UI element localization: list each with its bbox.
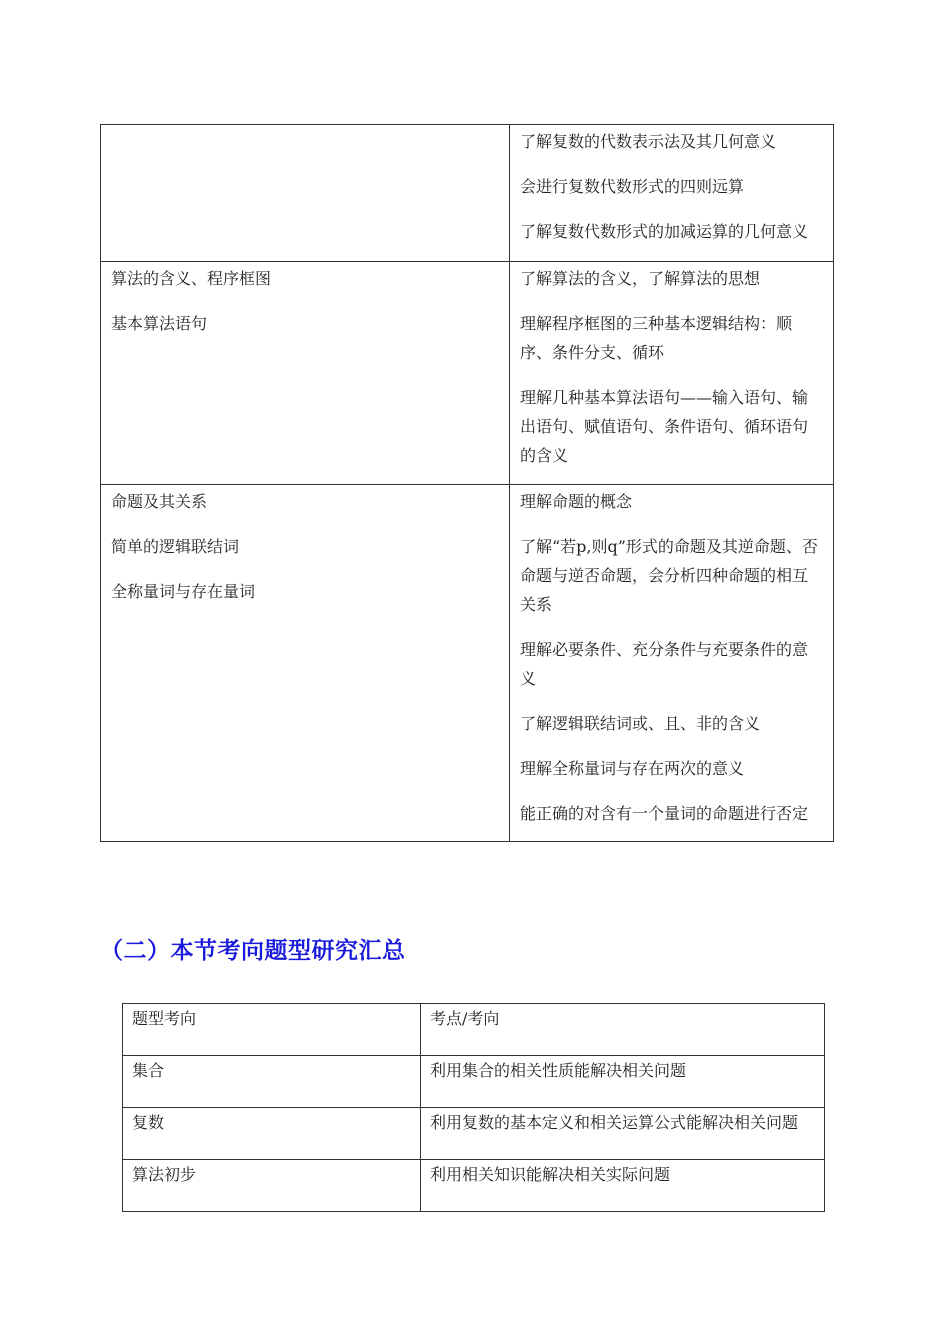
column-header-type: 题型考向 <box>123 1004 421 1056</box>
table-cell-point: 利用集合的相关性质能解决相关问题 <box>421 1056 825 1108</box>
topic-item: 全称量词与存在量词 <box>111 582 256 601</box>
topic-item: 基本算法语句 <box>111 314 208 333</box>
table-row <box>123 1160 825 1212</box>
requirement-item: 理解几种基本算法语句——输入语句、输出语句、赋值语句、条件语句、循环语句的含义 <box>520 388 809 465</box>
table-cell-requirement <box>510 485 834 842</box>
table-row <box>101 262 834 485</box>
requirement-item: 了解复数代数形式的加减运算的几何意义 <box>520 222 809 241</box>
requirement-item: 理解必要条件、充分条件与充要条件的意义 <box>520 640 809 688</box>
section-title: （二）本节考向题型研究汇总 <box>100 938 406 964</box>
column-header-point: 考点/考向 <box>421 1004 825 1056</box>
requirement-item: 了解算法的含义，了解算法的思想 <box>520 269 761 288</box>
table-cell-type: 集合 <box>123 1056 421 1108</box>
topic-item: 命题及其关系 <box>111 492 208 511</box>
requirement-item: 理解程序框图的三种基本逻辑结构：顺序、条件分支、循环 <box>520 314 793 362</box>
table-cell-point: 利用相关知识能解决相关实际问题 <box>421 1160 825 1212</box>
requirement-item: 了解复数的代数表示法及其几何意义 <box>520 132 777 151</box>
table-cell-topic <box>101 262 510 485</box>
question-types-table <box>122 1003 825 1212</box>
table-cell-point: 利用复数的基本定义和相关运算公式能解决相关问题 <box>421 1108 825 1160</box>
table-cell-type: 算法初步 <box>123 1160 421 1212</box>
requirement-item: 会进行复数代数形式的四则远算 <box>520 177 745 196</box>
requirement-item: 了解逻辑联结词或、且、非的含义 <box>520 714 761 733</box>
table-cell-topic <box>101 485 510 842</box>
topic-item: 简单的逻辑联结词 <box>111 537 240 556</box>
table-row <box>123 1108 825 1160</box>
table-cell-type: 复数 <box>123 1108 421 1160</box>
table-cell-topic <box>101 125 510 262</box>
requirement-item: 理解命题的概念 <box>520 492 633 511</box>
table-header-row <box>123 1004 825 1056</box>
requirement-item: 能正确的对含有一个量词的命题进行否定 <box>520 804 809 823</box>
table-cell-requirement <box>510 262 834 485</box>
table-cell-requirement <box>510 125 834 262</box>
requirement-item: 理解全称量词与存在两次的意义 <box>520 759 745 778</box>
requirement-item: 了解“若p,则q”形式的命题及其逆命题、否命题与逆否命题，会分析四种命题的相互关系 <box>520 537 818 614</box>
table-row <box>101 125 834 262</box>
table-row <box>123 1056 825 1108</box>
topic-item: 算法的含义、程序框图 <box>111 269 272 288</box>
table-row <box>101 485 834 842</box>
requirements-table <box>100 124 834 842</box>
